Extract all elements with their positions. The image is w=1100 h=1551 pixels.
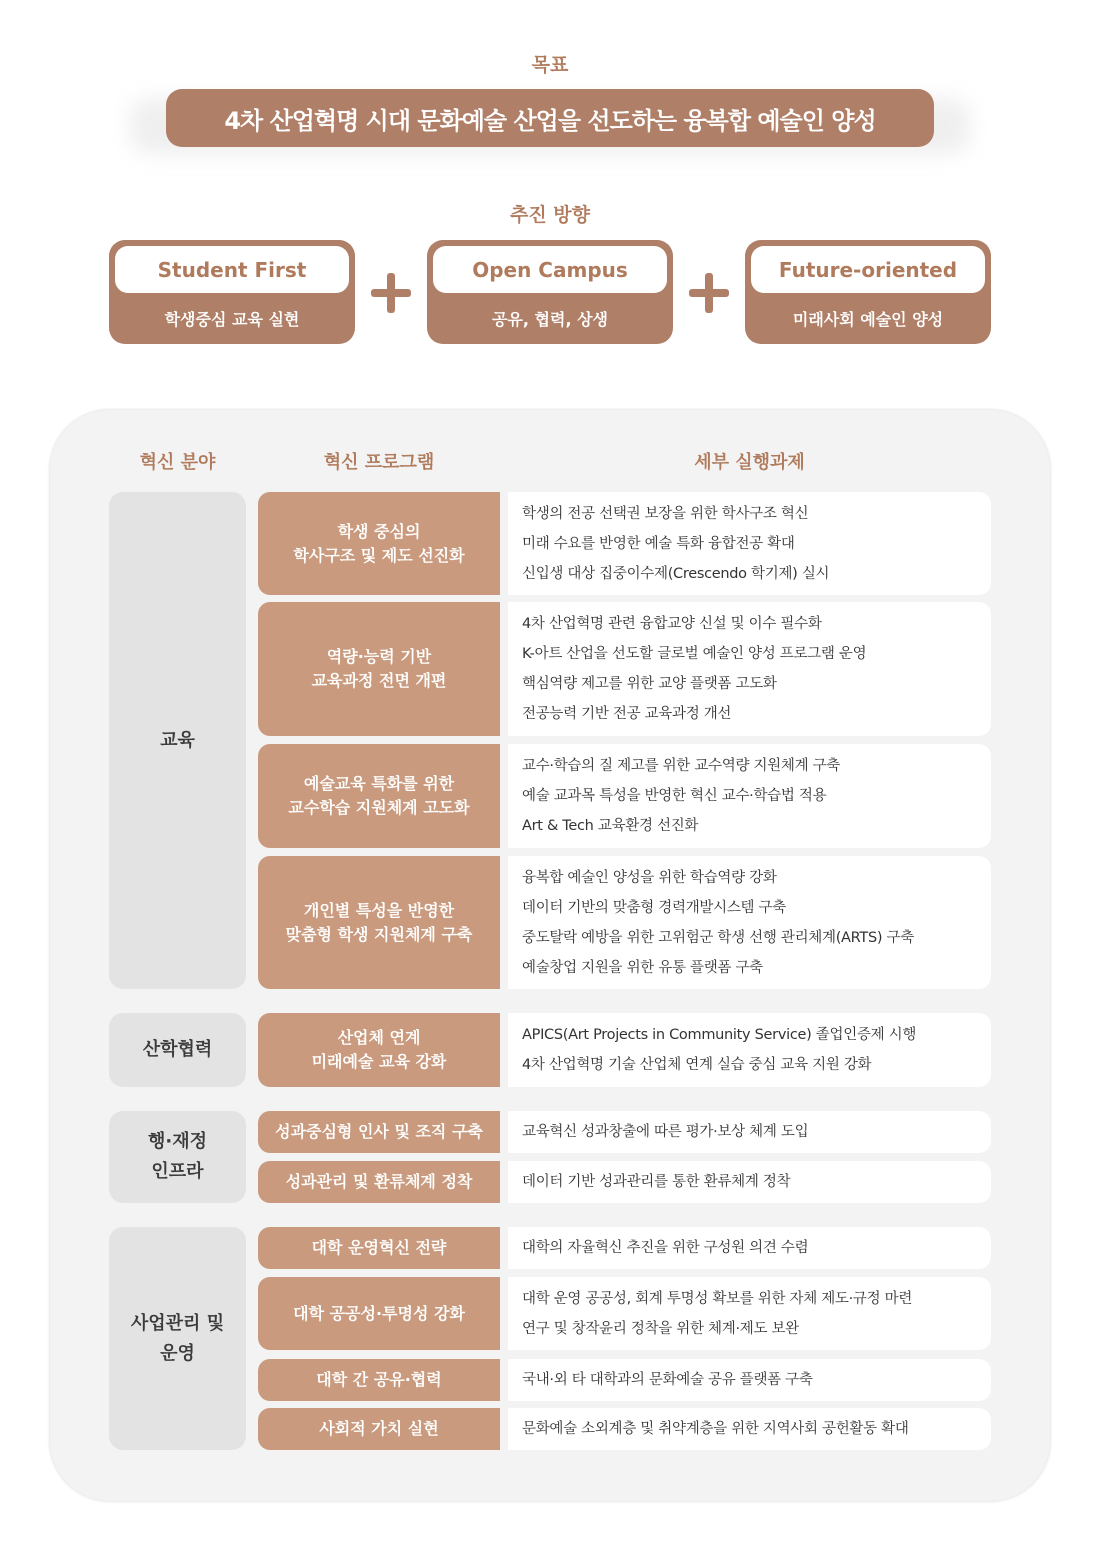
task-item: 대학 운영 공공성, 회계 투명성 확보를 위한 자체 제도·규정 마련 (522, 1290, 913, 1307)
program-cell: 예술교육 특화를 위한 교수학습 지원체계 고도화 (258, 744, 500, 848)
task-item: 중도탈락 예방을 위한 고위험군 학생 선행 관리체계(ARTS) 구축 (522, 929, 914, 946)
area-admin-finance: 행·재정 인프라 (109, 1111, 246, 1203)
direction-subtitle: 학생중심 교육 실현 (164, 309, 300, 329)
task-item: 데이터 기반 성과관리를 통한 환류체계 정착 (522, 1174, 791, 1190)
task-item: 예술창업 지원을 위한 유통 플랫폼 구축 (522, 959, 763, 976)
task-item: 미래 수요를 반영한 예술 특화 융합전공 확대 (522, 535, 795, 552)
program-cell: 성과중심형 인사 및 조직 구축 (258, 1111, 500, 1153)
task-item: 교수·학습의 질 제고를 위한 교수역량 지원체계 구축 (522, 758, 841, 774)
task-item: 신입생 대상 집중이수제(Crescendo 학기제) 실시 (522, 565, 830, 582)
plus-icon (371, 273, 411, 313)
program-cell: 대학 간 공유·협력 (258, 1359, 500, 1401)
header-area: 혁신 분야 (139, 452, 216, 473)
task-cell (508, 744, 991, 848)
task-cell (508, 602, 991, 736)
task-item: 교육혁신 성과창출에 따른 평가·보상 체계 도입 (522, 1124, 809, 1140)
task-cell (508, 1277, 991, 1350)
direction-title: Student First (115, 246, 349, 293)
task-item: Art & Tech 교육환경 선진화 (522, 818, 699, 834)
direction-title: Open Campus (433, 246, 667, 293)
plus-icon (689, 273, 729, 313)
task-item: 학생의 전공 선택권 보장을 위한 학사구조 혁신 (522, 505, 809, 522)
task-item: 4차 산업혁명 기술 산업체 연계 실습 중심 교육 지원 강화 (522, 1057, 872, 1073)
task-item: 데이터 기반의 맞춤형 경력개발시스템 구축 (522, 899, 786, 916)
direction-card-student-first (109, 240, 355, 344)
direction-label: 추진 방향 (509, 204, 591, 226)
task-item: K-아트 산업을 선도할 글로벌 예술인 양성 프로그램 운영 (522, 646, 867, 662)
program-cell: 대학 운영혁신 전략 (258, 1227, 500, 1269)
area-education: 교육 (109, 492, 246, 989)
program-cell: 학생 중심의 학사구조 및 제도 선진화 (258, 492, 500, 595)
goal-label: 목표 (531, 54, 569, 76)
area-management: 사업관리 및 운영 (109, 1227, 246, 1450)
task-item: 예술 교과목 특성을 반영한 혁신 교수·학습법 적용 (522, 788, 827, 804)
task-item: 4차 산업혁명 관련 융합교양 신설 및 이수 필수화 (522, 616, 822, 632)
goal-banner: 4차 산업혁명 시대 문화예술 산업을 선도하는 융복합 예술인 양성 (166, 89, 934, 147)
task-item: 핵심역량 제고를 위한 교양 플랫폼 고도화 (522, 676, 777, 692)
task-cell (508, 1408, 991, 1450)
direction-title: Future-oriented (751, 246, 985, 293)
task-item: 전공능력 기반 전공 교육과정 개선 (522, 706, 732, 722)
task-item: 융복합 예술인 양성을 위한 학습역량 강화 (522, 869, 777, 886)
direction-subtitle: 공유, 협력, 상생 (491, 309, 609, 329)
task-cell (508, 1227, 991, 1269)
task-item: 대학의 자율혁신 추진을 위한 구성원 의견 수렴 (522, 1240, 809, 1256)
program-cell: 사회적 가치 실현 (258, 1408, 500, 1450)
task-item: APICS(Art Projects in Community Service) 졸업인증제 시행 (522, 1027, 917, 1043)
task-item: 연구 및 창작윤리 정착을 위한 체계·제도 보완 (522, 1320, 799, 1337)
header-tasks: 세부 실행과제 (694, 452, 805, 473)
task-cell (508, 856, 991, 989)
task-cell (508, 1359, 991, 1401)
program-cell: 역량·능력 기반 교육과정 전면 개편 (258, 602, 500, 736)
task-cell (508, 492, 991, 595)
direction-card-open-campus (427, 240, 673, 344)
direction-subtitle: 미래사회 예술인 양성 (792, 309, 944, 329)
program-cell: 개인별 특성을 반영한 맞춤형 학생 지원체계 구축 (258, 856, 500, 989)
program-cell: 산업체 연계 미래예술 교육 강화 (258, 1013, 500, 1087)
header-program: 혁신 프로그램 (323, 452, 435, 473)
task-cell (508, 1161, 991, 1203)
task-item: 국내·외 타 대학과의 문화예술 공유 플랫폼 구축 (522, 1372, 813, 1388)
program-cell: 대학 공공성·투명성 강화 (258, 1277, 500, 1350)
task-cell (508, 1013, 991, 1087)
task-cell (508, 1111, 991, 1153)
program-cell: 성과관리 및 환류체계 정착 (258, 1161, 500, 1203)
area-industry-cooperation: 산학협력 (109, 1013, 246, 1087)
task-item: 문화예술 소외계층 및 취약계층을 위한 지역사회 공헌활동 확대 (522, 1421, 909, 1437)
direction-card-future-oriented (745, 240, 991, 344)
